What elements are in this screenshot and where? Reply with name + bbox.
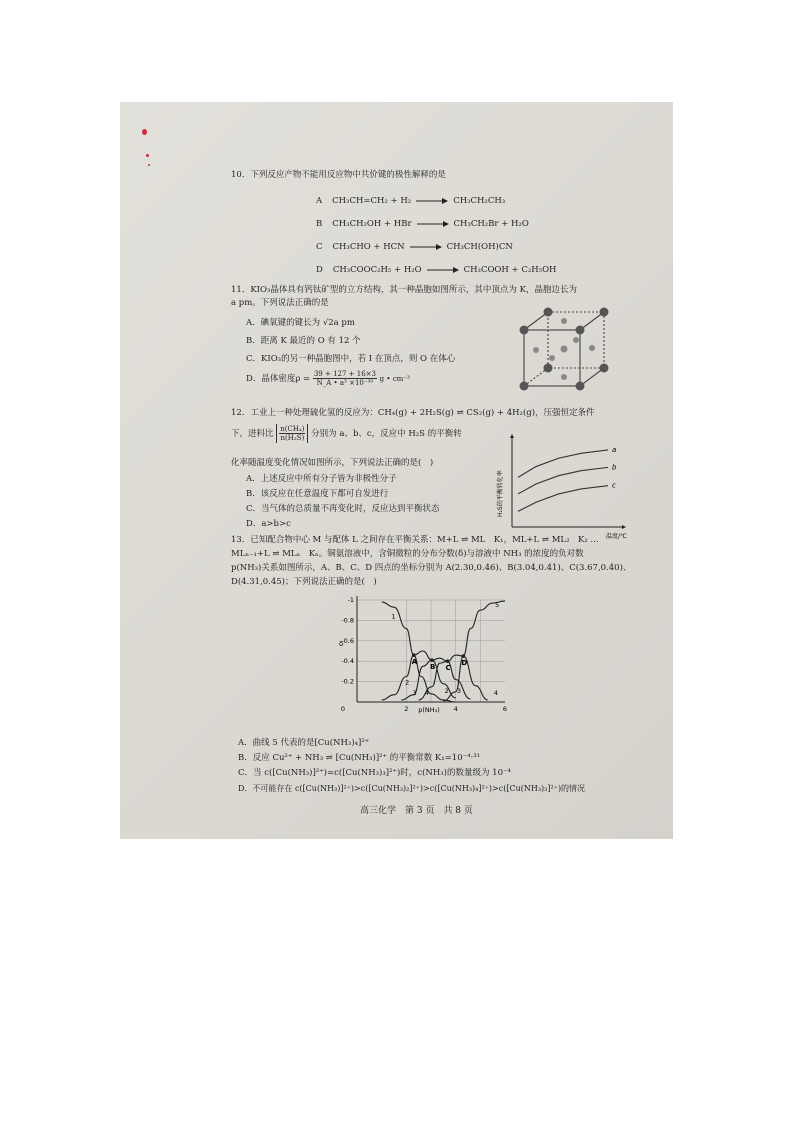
option-label: C bbox=[316, 242, 323, 252]
feed-ratio-numerator: n(CH₄) bbox=[280, 425, 305, 433]
red-ink-mark bbox=[142, 129, 147, 135]
y-tick-label: -0.2 bbox=[341, 677, 354, 686]
products: CH₃CH(OH)CN bbox=[446, 242, 513, 252]
option-label: D bbox=[316, 265, 323, 275]
series-line-5 bbox=[443, 601, 505, 701]
q10-option-b bbox=[316, 219, 529, 229]
q11-stem-line2: a pm。下列说法正确的是 bbox=[231, 298, 329, 308]
y-tick-label: -1 bbox=[347, 596, 354, 604]
y-axis-label: δ bbox=[339, 639, 344, 648]
curve-a bbox=[518, 450, 608, 477]
x-tick-label: 4 bbox=[453, 705, 458, 713]
atom-o bbox=[549, 355, 555, 361]
products: CH₃CH₂CH₃ bbox=[453, 196, 506, 206]
feed-ratio-denominator: n(H₂S) bbox=[280, 434, 305, 442]
q13-option-a: A．曲线 5 代表的是[Cu(NH₃)₄]²⁺ bbox=[238, 738, 370, 748]
atom-o bbox=[573, 337, 579, 343]
point-d bbox=[462, 654, 466, 658]
point-c bbox=[446, 659, 450, 663]
photographed-page bbox=[120, 102, 673, 839]
point-b bbox=[430, 658, 434, 662]
reaction-arrow-icon bbox=[422, 265, 464, 275]
products: CH₃COOH + C₂H₅OH bbox=[463, 265, 557, 275]
q13-option-c: C．当 c([Cu(NH₃)]²⁺)=c([Cu(NH₃)₃]²⁺)时，c(NH₃)的数量级为 10⁻⁴ bbox=[238, 768, 511, 778]
q13-stem-line3: p(NH₃)关系如图所示，A、B、C、D 四点的坐标分别为 A(2.30,0.46)、B(3.04,0.41)、C(3.67,0.40)、 bbox=[231, 563, 632, 573]
series-label-4: 4 bbox=[424, 688, 429, 697]
q13-option-b: B．反应 Cu²⁺ + NH₃ ⇌ [Cu(NH₃)]²⁺ 的平衡常数 K₁=10⁻⁴·³¹ bbox=[238, 753, 481, 763]
point-label-a: A bbox=[411, 658, 418, 667]
atom-k bbox=[544, 364, 553, 373]
curve-label-c: c bbox=[612, 481, 616, 490]
q13-option-d: D．不可能存在 c([Cu(NH₃)]²⁺)>c([Cu(NH₃)₂]²⁺)>c([Cu(NH₃)₄]²⁺)>c([Cu(NH₃)₃]²⁺)的情况 bbox=[238, 784, 586, 793]
q11-option-a: A．碘氧键的键长为 √2a pm bbox=[246, 318, 355, 328]
x-axis-arrow-icon bbox=[622, 525, 626, 529]
atom-k bbox=[576, 382, 585, 391]
curve-b bbox=[518, 467, 608, 494]
atom-o bbox=[533, 347, 539, 353]
y-tick-label: -0.6 bbox=[341, 636, 354, 645]
curve-label-a: a bbox=[612, 445, 617, 454]
q11-option-c: C．KIO₃的另一种晶胞图中，若 I 在顶点，则 O 在体心 bbox=[246, 354, 456, 364]
option-label: B bbox=[316, 219, 323, 229]
curve-c bbox=[518, 486, 608, 512]
q11-stem-line1: 11．KIO₃晶体具有钙钛矿型的立方结构，其一种晶胞如图所示，其中顶点为 K，晶胞边长为 bbox=[231, 285, 577, 295]
atom-o bbox=[589, 345, 595, 351]
q11-option-d bbox=[246, 370, 410, 387]
products: CH₃CH₂Br + H₂O bbox=[453, 219, 529, 229]
density-fraction bbox=[313, 370, 377, 387]
q11-option-d-prefix: D．晶体密度ρ = bbox=[246, 374, 311, 384]
point-a bbox=[412, 653, 416, 657]
atom-o bbox=[561, 374, 567, 380]
q10-stem: 10．下列反应产物不能用反应物中共价键的极性解释的是 bbox=[231, 170, 446, 180]
x-tick-label: 6 bbox=[502, 705, 508, 713]
y-tick-label: -0.8 bbox=[341, 616, 354, 625]
feed-ratio-fraction bbox=[276, 424, 308, 443]
density-unit: g • cm⁻³ bbox=[379, 375, 410, 383]
atom-o bbox=[561, 318, 567, 324]
q12-option-a: A．上述反应中所有分子皆为非极性分子 bbox=[246, 474, 397, 484]
atom-i bbox=[561, 346, 568, 353]
reaction-arrow-icon bbox=[411, 196, 453, 206]
point-label-d: D bbox=[461, 659, 468, 668]
q13-stem-line1: 13．已知配合物中心 M 与配体 L 之间存在平衡关系：M+L ⇌ ML K₁，ML+L ⇌ ML₂ K₂ … bbox=[231, 535, 599, 545]
series-label-2: 2 bbox=[405, 678, 410, 687]
y-axis-arrow-icon bbox=[510, 434, 514, 438]
point-label-c: C bbox=[445, 664, 451, 673]
series-label-5: 5 bbox=[495, 601, 500, 610]
atom-k bbox=[544, 308, 553, 317]
q13-stem-line4: D(4.31,0.45)；下列说法正确的是( ) bbox=[231, 577, 377, 587]
atom-k bbox=[576, 326, 585, 335]
option-label: A bbox=[316, 196, 323, 206]
reaction-arrow-icon bbox=[405, 242, 447, 252]
q12-option-c: C．当气体的总质量不再变化时，反应达到平衡状态 bbox=[246, 504, 440, 514]
crystal-cell-figure bbox=[518, 306, 610, 392]
series-label-3: 3 bbox=[412, 688, 417, 697]
density-denominator: N_A • a³ ×10⁻³⁰ bbox=[316, 379, 374, 387]
q12-conversion-chart bbox=[490, 432, 630, 540]
q13-stem-line2: MLₙ₋₁+L ⇌ MLₙ Kₙ。铜氨溶液中，含铜微粒的分布分数(δ)与溶液中 NH₃ 的浓度的负对数 bbox=[231, 549, 584, 559]
page-footer: 高三化学 第 3 页 共 8 页 bbox=[360, 806, 473, 816]
q11-option-b: B．距离 K 最近的 O 有 12 个 bbox=[246, 336, 361, 346]
point-label-b: B bbox=[429, 663, 436, 672]
q12-stem-line1: 12．工业上一种处理硫化氢的反应为：CH₄(g) + 2H₂S(g) ⇌ CS₂(g) + 4H₂(g)，压强恒定条件 bbox=[231, 408, 595, 418]
q12-stem-line2 bbox=[231, 424, 462, 443]
curve-label-b: b bbox=[612, 463, 617, 472]
x-axis-label: 温度/℃ bbox=[606, 533, 627, 540]
q10-option-d bbox=[316, 265, 556, 275]
red-ink-mark bbox=[148, 164, 150, 166]
atom-k bbox=[600, 308, 609, 317]
series-label-3: 3 bbox=[456, 686, 462, 695]
red-ink-mark bbox=[146, 154, 149, 157]
density-numerator: 39 + 127 + 16×3 bbox=[313, 370, 376, 378]
atom-k bbox=[600, 364, 609, 373]
x-tick-label: 0 bbox=[340, 705, 346, 713]
reactants: CH₃CH=CH₂ + H₂ bbox=[332, 196, 412, 206]
x-axis-label: p(NH₃) bbox=[418, 706, 440, 714]
series-label-4: 4 bbox=[493, 688, 499, 697]
reactants: CH₃COOC₂H₅ + H₂O bbox=[332, 265, 422, 275]
q12-option-b: B．该反应在任意温度下都可自发进行 bbox=[246, 489, 389, 499]
q13-distribution-chart bbox=[325, 592, 520, 722]
reactants: CH₃CH₂OH + HBr bbox=[332, 219, 412, 229]
y-axis-label: H₂S的平衡转化率 bbox=[497, 470, 504, 517]
q10-option-c bbox=[316, 242, 513, 252]
x-tick-label: 2 bbox=[404, 705, 409, 713]
reactants: CH₃CHO + HCN bbox=[332, 242, 405, 252]
reaction-arrow-icon bbox=[412, 219, 454, 229]
q12-stem-line2-b: 分别为 a、b、c，反应中 H₂S 的平衡转 bbox=[311, 429, 462, 439]
atom-k bbox=[520, 326, 529, 335]
q12-option-d: D．a>b>c bbox=[246, 519, 291, 529]
series-label-2: 2 bbox=[444, 686, 449, 695]
y-tick-label: -0.4 bbox=[341, 657, 354, 666]
q12-stem-line2-a: 下，进料比 bbox=[231, 429, 274, 439]
q12-stem-line3: 化率随温度变化情况如图所示，下列说法正确的是( ) bbox=[231, 458, 434, 468]
atom-k bbox=[520, 382, 529, 391]
q10-option-a bbox=[316, 196, 505, 206]
series-label-1: 1 bbox=[391, 612, 396, 621]
